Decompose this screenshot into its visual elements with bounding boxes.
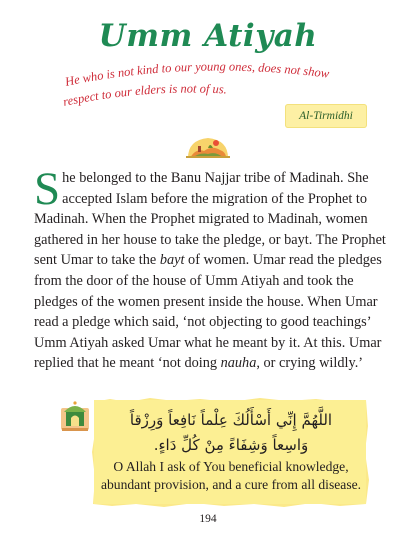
body-part-2: of women. Umar read the pledges from the door of the house of Umm Atiyah and took the pledges of the women present inside the house. When Umar read a pledge which said, ‘not objecting to good teachings’ Umm Atiyah asked Umar what he meant by it. At this. Umar replied that he meant ‘not doing <box>34 252 382 372</box>
drop-cap: S <box>34 163 61 215</box>
biography-text <box>34 163 390 374</box>
page-title: Umm Atiyah <box>98 18 318 54</box>
landscape-vignette-icon <box>186 134 230 158</box>
hadith-line-2: respect to our elders is not of us. <box>61 81 228 109</box>
arabic-line-1: اللَّهُمَّ إِنِّي أَسْأَلُكَ عِلْماً نَافِعاً وَرِزْقاً <box>129 411 333 429</box>
page-number: 194 <box>199 513 217 525</box>
mosque-icon <box>60 398 90 432</box>
body-part-1: he belonged to the Banu Najjar tribe of Madinah. She accepted Islam before the migration of the Prophet to Madinah. When the Prophet migrated to Madinah, women gathered in her house to take the pledge, or bayt. The Prophet sent Umar to take the <box>34 170 386 269</box>
hadith-line-1: He who is not kind to our young ones, does not show <box>63 62 331 89</box>
translation-line-1: O Allah I ask of You beneficial knowledge, <box>113 459 349 474</box>
body-part-3: , or crying wildly.’ <box>256 355 364 372</box>
supplication-translation <box>98 458 364 494</box>
translation-line-2: abundant provision, and a cure from all disease. <box>100 477 362 492</box>
bayt-term: bayt <box>159 252 185 269</box>
hadith-source-badge: Al-Tirmidhi <box>285 104 367 128</box>
arabic-line-2: وَاسِعاً وَشِفَاءً مِنْ كُلِّ دَاءٍ. <box>153 436 309 454</box>
arabic-supplication <box>104 408 358 458</box>
nauha-term: nauha <box>220 355 257 372</box>
